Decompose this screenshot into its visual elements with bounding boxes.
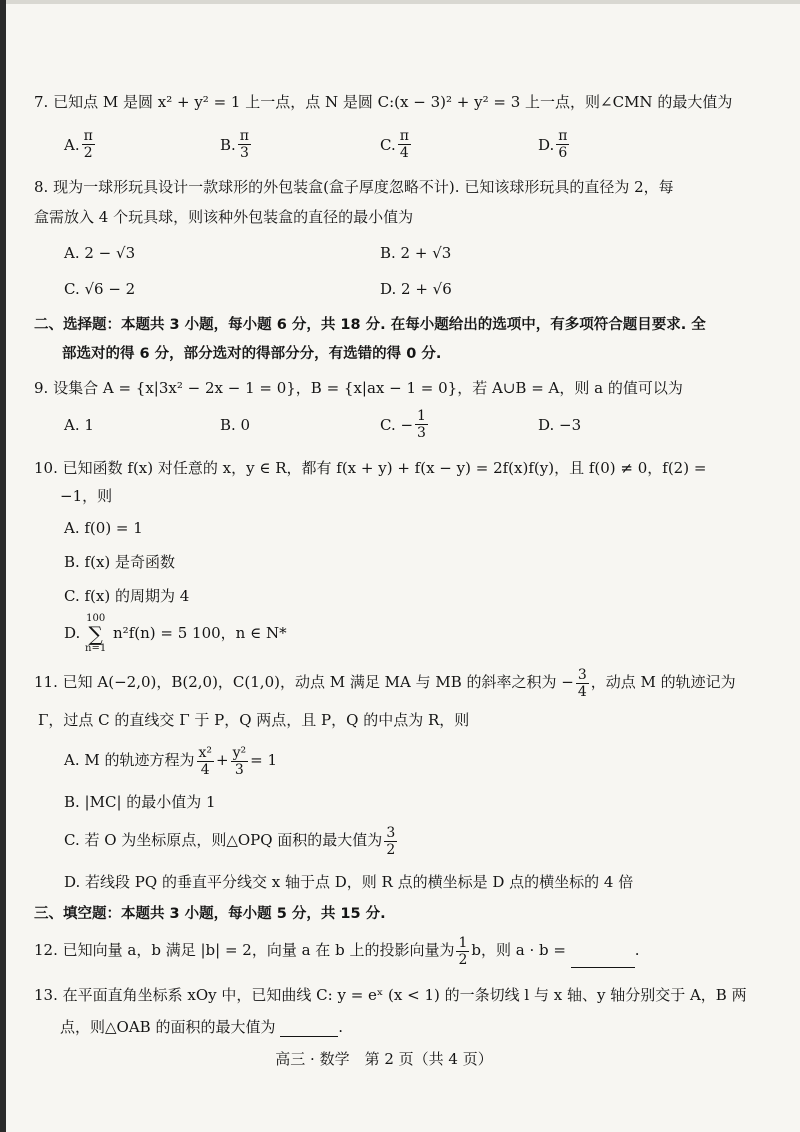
fraction: $\frac{\pi}{4}$ bbox=[399, 128, 409, 161]
fraction: $\frac{\pi}{3}$ bbox=[239, 128, 249, 161]
section-2-header-line-2: 部选对的得 6 分，部分选对的得部分分，有选错的得 0 分. bbox=[62, 346, 442, 362]
q12-answer-blank[interactable] bbox=[571, 947, 635, 968]
fraction: $\frac{1}{2}$ bbox=[458, 934, 468, 968]
fraction: $\frac{\text{y²}}{3}$ bbox=[232, 744, 247, 778]
q13-answer-blank[interactable] bbox=[280, 1018, 338, 1037]
q10-option-c: C. f(x) 的周期为 4 bbox=[64, 587, 190, 605]
q9-option-d: D. −3 bbox=[538, 416, 582, 434]
q11-option-a: A. M 的轨迹方程为 $\frac{\text{x²}}{4}$ + $\frac{\text{y²}}{3}$ = 1 bbox=[64, 744, 278, 778]
q9-option-c: C. − $\frac{1}{3}$ bbox=[380, 408, 426, 441]
section-3-header: 三、填空题：本题共 3 小题，每小题 5 分，共 15 分. bbox=[34, 906, 386, 922]
q7-option-a: A. $\frac{\pi}{2}$ bbox=[64, 128, 93, 161]
fraction: $\frac{\text{x²}}{4}$ bbox=[198, 744, 213, 778]
q13-stem-line-2: 点，则△OAB 的面积的最大值为 . bbox=[60, 1018, 344, 1036]
q7-stem: 7. 已知点 M 是圆 x² + y² = 1 上一点，点 N 是圆 C:(x − 3)² + y² = 3 上一点，则∠CMN 的最大值为 bbox=[34, 93, 733, 111]
fraction: $\frac{\pi}{6}$ bbox=[558, 128, 568, 161]
section-2-header-line-1: 二、选择题：本题共 3 小题，每小题 6 分，共 18 分. 在每小题给出的选项中，有多项符合题目要求. 全 bbox=[34, 317, 706, 333]
q9-option-b: B. 0 bbox=[220, 416, 251, 434]
q9-stem: 9. 设集合 A = {x|3x² − 2x − 1 = 0}，B = {x|ax − 1 = 0}，若 A∪B = A，则 a 的值可以为 bbox=[34, 379, 683, 397]
q7-option-d: D. $\frac{\pi}{6}$ bbox=[538, 128, 568, 161]
q8-stem-line-2: 盒需放入 4 个玩具球，则该种外包装盒的直径的最小值为 bbox=[34, 208, 414, 226]
q8-stem-line-1: 8. 现为一球形玩具设计一款球形的外包装盒(盒子厚度忽略不计). 已知该球形玩具的直径为 2，每 bbox=[34, 178, 674, 196]
q11-option-c: C. 若 O 为坐标原点，则△OPQ 面积的最大值为 $\frac{3}{2}$ bbox=[64, 824, 396, 858]
fraction: $\frac{\pi}{2}$ bbox=[83, 128, 93, 161]
page-footer: 高三 · 数学 第 2 页（共 4 页） bbox=[275, 1050, 493, 1068]
q8-option-a: A. 2 − √3 bbox=[64, 244, 136, 262]
q11-option-b: B. |MC| 的最小值为 1 bbox=[64, 793, 216, 811]
q11-option-d: D. 若线段 PQ 的垂直平分线交 x 轴于点 D，则 R 点的横坐标是 D 点的横坐标的 4 倍 bbox=[64, 873, 634, 891]
q10-option-d: D. 100 ∑ n=1 n²f(n) = 5 100，n ∈ N* bbox=[64, 613, 287, 654]
q12-stem: 12. 已知向量 a，b 满足 |b| = 2，向量 a 在 b 上的投影向量为 $\frac{1}{2}$ b，则 a · b = . bbox=[34, 934, 640, 968]
q10-option-a: A. f(0) = 1 bbox=[64, 519, 143, 537]
q11-stem-line-1: 11. 已知 A(−2,0)，B(2,0)，C(1,0)，动点 M 满足 MA 与 MB 的斜率之积为 − $\frac{3}{4}$ ，动点 M 的轨迹记为 bbox=[34, 666, 736, 700]
q13-stem-line-1: 13. 在平面直角坐标系 xOy 中，已知曲线 C: y = eˣ (x < 1) 的一条切线 l 与 x 轴、y 轴分别交于 A，B 两 bbox=[34, 986, 747, 1004]
q10-stem-line-2: −1，则 bbox=[60, 487, 113, 505]
q9-options bbox=[64, 408, 704, 444]
q8-option-d: D. 2 + √6 bbox=[380, 280, 452, 298]
q10-option-b: B. f(x) 是奇函数 bbox=[64, 553, 176, 571]
q7-option-b: B. $\frac{\pi}{3}$ bbox=[220, 128, 249, 161]
q7-option-c: C. $\frac{\pi}{4}$ bbox=[380, 128, 409, 161]
q9-option-a: A. 1 bbox=[64, 416, 94, 434]
q10-stem-line-1: 10. 已知函数 f(x) 对任意的 x，y ∈ R，都有 f(x + y) + f(x − y) = 2f(x)f(y)，且 f(0) ≠ 0，f(2) = bbox=[34, 459, 707, 477]
scan-left-edge bbox=[0, 0, 6, 1132]
fraction: $\frac{3}{2}$ bbox=[386, 824, 396, 858]
fraction: $\frac{3}{4}$ bbox=[577, 666, 587, 700]
scan-top-border bbox=[0, 0, 800, 4]
q8-option-c: C. √6 − 2 bbox=[64, 280, 136, 298]
q7-options bbox=[64, 128, 704, 164]
fraction: $\frac{1}{3}$ bbox=[417, 408, 426, 441]
q8-option-b: B. 2 + √3 bbox=[380, 244, 452, 262]
q11-stem-line-2: Γ，过点 C 的直线交 Γ 于 P，Q 两点，且 P，Q 的中点为 R，则 bbox=[38, 711, 470, 729]
summation-symbol: 100 ∑ n=1 bbox=[85, 613, 107, 654]
